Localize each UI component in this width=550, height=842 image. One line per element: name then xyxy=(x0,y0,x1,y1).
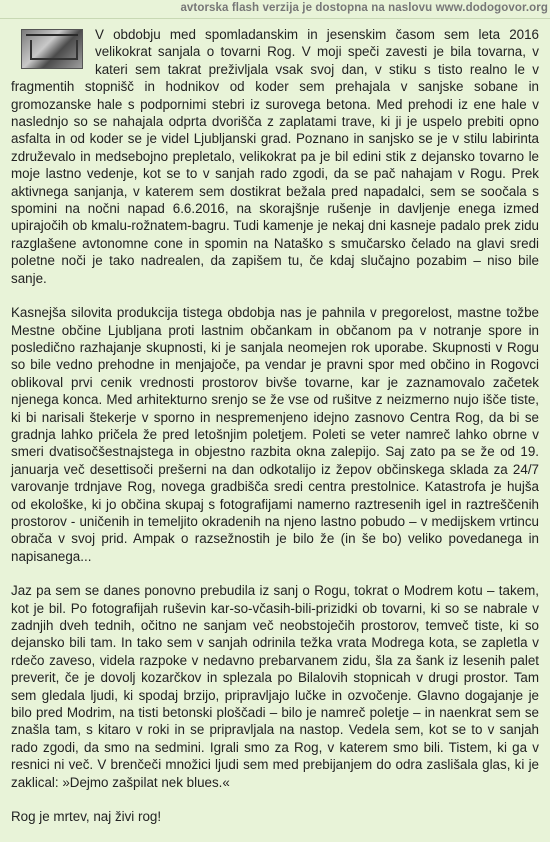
header-bar xyxy=(0,0,550,18)
article-photo xyxy=(21,29,83,69)
article-paragraph-3: Jaz pa sem se danes ponovno prebudila iz sanj o Rogu, tokrat o Modrem kotu – takem, kot je bil. Po fotografijah ruševin kar-so-včasih-bili-prizidki ob tovarni, ki so se nabrale v zadnjih dveh tednih, očitno ne sanjam več neobstoječih prostorov, temveč tiste, ki so dejansko bili tam. In tako sem v sanjah odrinila težka vrata Modrega kota, se zapletla v rdečo zaveso, videla razpoke v nedavno prebarvanem zidu, šla za šank iz lesenih palet preverit, če je dovolj kozarčkov in splezala po Bilalovih stopnicah v drugi prostor. Tam sem gledala ljudi, ki spodaj brzijo, pripravljajo lučke in ozvočenje. Glavno dogajanje je bilo pred Modrim, na tisti betonski ploščadi – bilo je namreč poletje – in naenkrat sem se znašla tam, s kitaro v roki in se pripravljala na nastop. Vedela sem, kot se to v sanjah rado zgodi, da smo na sedmini. Igrali smo za Rog, v katerem smo bili. Tistem, ki ga v resnici ni več. V brenčeči množici ljudi sem med prebijanjem do odra zaslišala glas, ki je zaklical: »Dejmo zašpilat nek blues.« xyxy=(11,583,539,790)
article-paragraph-1 xyxy=(11,26,539,287)
article-body xyxy=(11,26,539,842)
header-divider xyxy=(0,18,550,19)
article-paragraph-2: Kasnejša silovita produkcija tistega obdobja nas je pahnila v pregorelost, mastne tožbe Mestne občine Ljubljana proti lastnim občankam in občanom pa v notranje spore in posledično razhajanje skupnosti, ki je sanjala neomejen rok uporabe. Skupnosti v Rogu so bile vedno prehodne in menjajoče, pa vendar je pravni spor med občino in Rogovci oblikoval prvi cenik vrednosti prostorov bivše tovarne, kar je zaznamovalo začetek njenega konca. Med arhitekturno srenjo se že vse od rušitve z neizmerno nujo išče tiste, ki bi narisali štekerje v sporno in nespremenjeno idejno zasnovo Centra Rog, da bi se gradnja lahko pričela že pred letošnjim poletjem. Poleti se veter namreč lahko obrne v smeri dvatisočšestnajstega in objestno razbita okna zalepijo. Saj zato pa se že od 19. januarja več desettisoči prešerni na dan odkotalijo iz žepov občinskega sklada za 24/7 varovanje trdnjave Rog, novega gradbišča sredi centra prestolnice. Katastrofa je hujša od ekološke, ki jo občina skupaj s fotografijami namerno raztresenih igel in raztreščenih prostorov - uničenih in temeljito okradenih na njeno lastno pobudo – v medijskem vrtincu obrača v svoj prid. Ampak o razsežnostih je bilo že (in še bo) veliko povedanega in napisanega... xyxy=(11,305,539,564)
header-note: avtorska flash verzija je dostopna na naslovu www.dodogovor.org xyxy=(180,2,548,14)
article-closing-line: Rog je mrtev, naj živi rog! xyxy=(11,809,162,825)
paragraph-1-text: V obdobju med spomladanskim in jesenskim časom sem leta 2016 velikokrat sanjala o tovarni Rog. V moji speči zavesti je bila tovarna, v kateri sem takrat preživljala vsak svoj dan, v stiku s tisto realno le v fragmentih stopnišč in hodnikov od koder sem prehajala v sanjske sobane in gromozanske hale s podpornimi stebri iz surovega betona. Med prehodi iz ene hale v naslednjo so se nahajala odprta dvorišča z zaplatami trave, ki ji je uspelo prebiti opno asfalta in od koder se je videl Ljubljanski grad. Poznano in sanjsko se je v stilu labirinta združevalo in medsebojno prepletalo, velikokrat pa je bil edini stik z dejansko tovarno le moje lastno vedenje, kot se to v sanjah rado zgodi, da se pač nahajam v Rogu. Prek aktivnega sanjanja, v katerem sem dostikrat bežala pred napadalci, sem se soočala s spomini na nočni napad 6.6.2016, na skorajšnje rušenje in davljenje enega izmed upirajočih ob kmalu-rožnatem-bagru. Tudi kamenje je nekaj dni kasneje padalo prek zidu razglašene avtonomne cone in spomin na Nataško s smučarsko čelado na glavi sredi poletne noči je tako nadrealen, da zapišem tu, če kdaj slučajno pozabim – niso bile sanje. xyxy=(11,27,539,286)
